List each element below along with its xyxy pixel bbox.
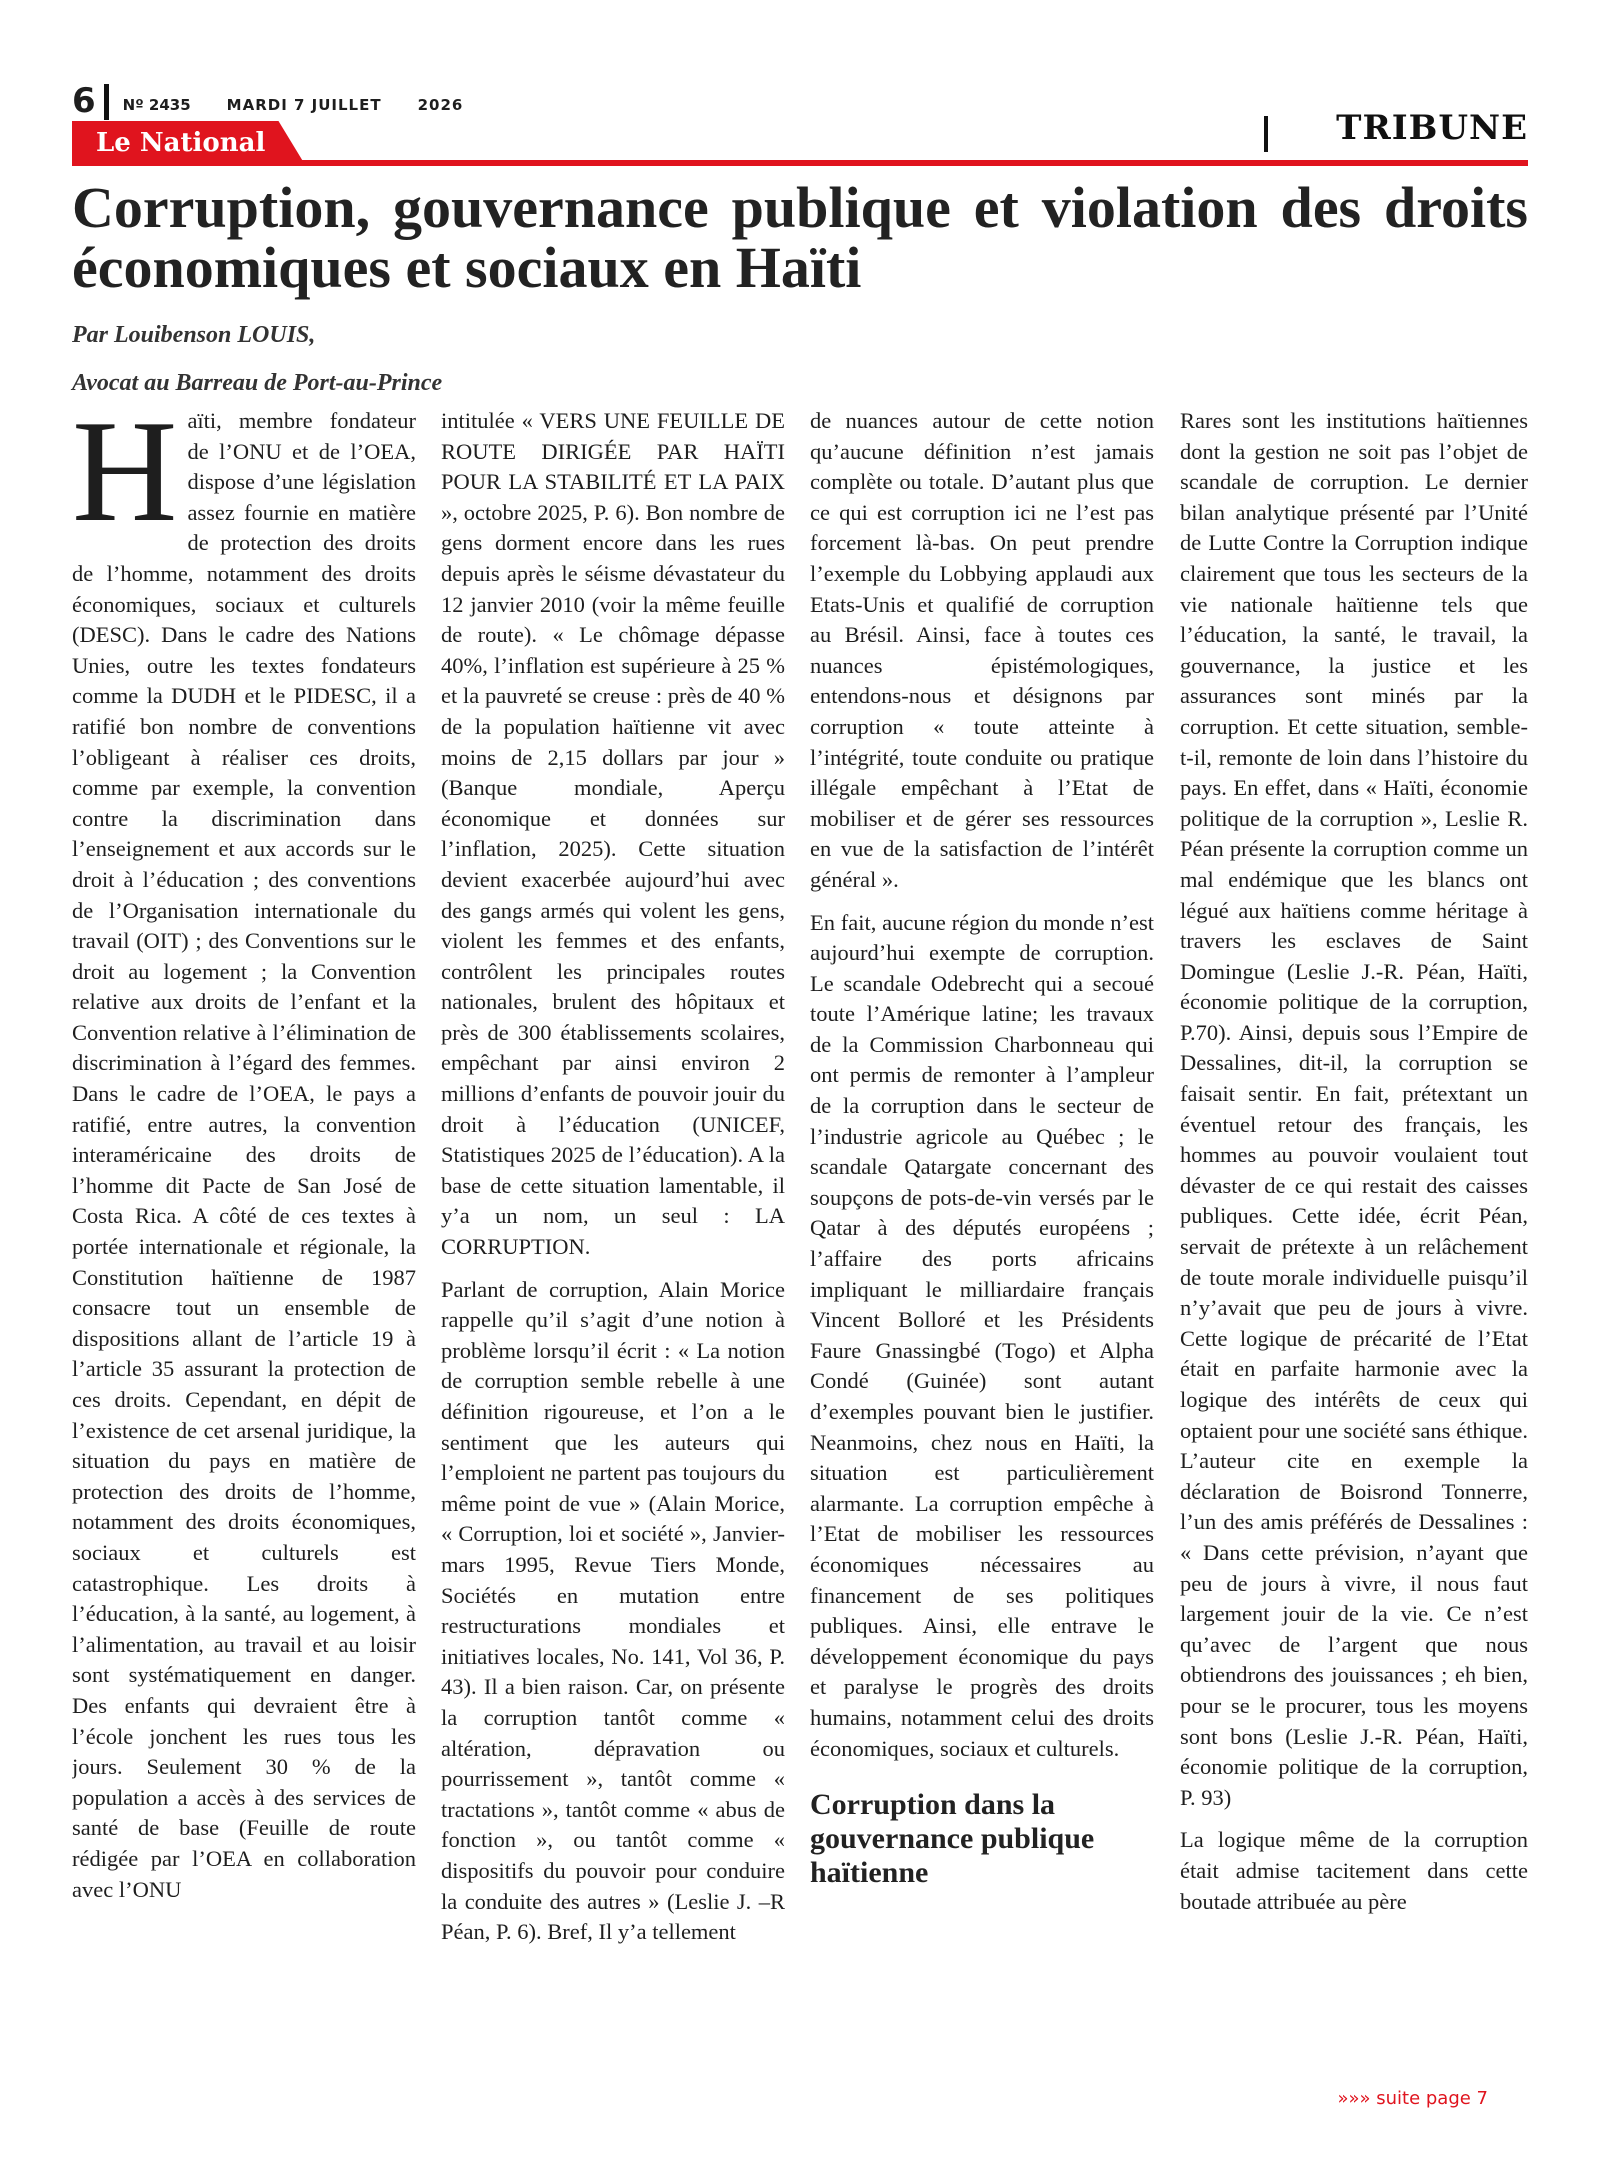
article-column-3 <box>810 406 1154 2086</box>
page-number: 6 <box>72 81 96 121</box>
article-column-2 <box>441 406 785 2086</box>
section-divider <box>1264 116 1268 152</box>
header-rule <box>72 160 1528 166</box>
author-affiliation: Avocat au Barreau de Port-au-Prince <box>72 370 443 396</box>
issue-number: Nº 2435 <box>122 96 191 114</box>
article-paragraph <box>72 406 416 1905</box>
article-paragraph: La logique même de la corruption était admise tacitement dans cette boutade attribuée au père <box>1180 1827 1528 1914</box>
page-header <box>72 72 463 120</box>
article-byline: Par Louibenson LOUIS, <box>72 322 316 348</box>
article-paragraph: En fait, aucune région du monde n’est aujourd’hui exempte de corruption. Le scandale Odebrecht qui a secoué toute l’Amérique latine; les travaux de la Commission Charbonneau qui ont permis de remonter à l’ampleur de la corruption dans le secteur de l’industrie agricole au Québec ; le scandale Qatargate concernant des soupçons de pots-de-vin versés par le Qatar à des députés européens ; l’affaire des ports africains impliquant le milliardaire français Vincent Bolloré et les Présidents Faure Gnassingbé (Togo) et Alpha Condé (Guinée) sont autant d’exemples pouvant bien le justifier. Neanmoins, chez nous en Haïti, la situation est particulièrement alarmante. La corruption empêche à l’Etat de mobiliser les ressources économiques nécessaires au financement de ses politiques publiques. Ainsi, elle entrave le développement économique du pays et paralyse le progrès des droits humains, notamment celui des droits économiques, sociaux et culturels. <box>810 909 1154 1761</box>
drop-cap: H <box>72 406 178 552</box>
newspaper-logo: Le National <box>96 128 266 158</box>
article-paragraph: de nuances autour de cette notion qu’aucune définition n’est jamais complète ou totale. D’autant plus que ce qui est corruption ici ne l’est pas forcement là-bas. On peut prendre l’exemple du Lobbying applaudi aux Etats-Unis et qualifié de corruption au Brésil. Ainsi, face à toutes ces nuances épistémologiques, entendons-nous et désignons par corruption « toute atteinte à l’intégrité, toute conduite ou pratique illégale empêchant à l’Etat de mobiliser et de gérer ses ressources en vue de la satisfaction de l’intérêt général ». <box>810 408 1154 892</box>
article-title: Corruption, gouvernance publique et violation des droits économiques et sociaux en Haïti <box>72 175 1528 300</box>
article-paragraph: intitulée « VERS UNE FEUILLE DE ROUTE DIRIGÉE PAR HAÏTI POUR LA STABILITÉ ET LA PAIX », octobre 2025, P. 6). Bon nombre de gens dorment encore dans les rues depuis après le séisme dévastateur du 12 janvier 2010 (voir la même feuille de route). « Le chômage dépasse 40%, l’inflation est supérieure à 25 % et la pauvreté se creuse : près de 40 % de la population haïtienne vit avec moins de 2,15 dollars par jour » (Banque mondiale, Aperçu économique et données sur l’inflation, 2025). Cette situation devient exacerbée aujourd’hui avec des gangs armés qui volent les gens, violent les femmes et des enfants, contrôlent les principales routes nationales, brulent des hôpitaux et près de 300 établissements scolaires, empêchant par ainsi environ 2 millions d’enfants de pouvoir jouir du droit à l’éducation (UNICEF, Statistiques 2025 de l’éducation). A la base de cette situation lamentable, il y’a un nom, un seul : LA CORRUPTION. <box>441 408 785 1260</box>
article-subheading: Corruption dans la gouvernance publique haïtienne <box>810 1788 1095 1890</box>
article-column-4 <box>1180 406 1528 2086</box>
issue-year: 2026 <box>417 96 464 114</box>
article-paragraph: Parlant de corruption, Alain Morice rappelle qu’il s’agit d’une notion à problème lorsqu’il écrit : « La notion de corruption semble rebelle à une définition rigoureuse, et l’on a le sentiment que les auteurs qui l’emploient ne partent pas toujours du même point de vue » (Alain Morice, « Corruption, loi et société », Janvier-mars 1995, Revue Tiers Monde, Sociétés en mutation entre restructurations mondiales et initiatives locales, No. 141, Vol 36, P. 43). Il a bien raison. Car, on présente la corruption tantôt comme « altération, dépravation ou pourrissement », tantôt comme « tractations », tantôt comme « abus de fonction », ou tantôt comme « dispositifs du pouvoir pour conduire la conduite des autres » (Leslie J. –R Péan, P. 6). Bref, Il y’a tellement <box>441 1276 785 1945</box>
article-column-1 <box>72 406 416 2086</box>
section-label: TRIBUNE <box>1336 108 1528 148</box>
continued-link[interactable]: »»» suite page 7 <box>1337 2088 1488 2109</box>
issue-date: MARDI 7 JUILLET <box>226 96 382 114</box>
article-paragraph: Rares sont les institutions haïtiennes dont la gestion ne soit pas l’objet de scandale de corruption. Le dernier bilan analytique présenté par l’Unité de Lutte Contre la Corruption indique clairement que tous les secteurs de la vie nationale haïtienne tels que l’éducation, la santé, le travail, la gouvernance, la justice et les assurances sont minés par la corruption. Et cette situation, semble-t-il, remonte de loin dans l’histoire du pays. En effet, dans « Haïti, économie politique de la corruption », Leslie R. Péan présente la corruption comme un mal endémique que les blancs ont légué aux haïtiens comme héritage à travers les esclaves de Saint Domingue (Leslie J.-R. Péan, Haïti, économie politique de la corruption, P.70). Ainsi, depuis sous l’Empire de Dessalines, dit-il, la corruption se faisait sentir. En fait, prétextant un éventuel retour des français, les hommes au pouvoir voulaient tout dévaster de ce qui restait des caisses publiques. Cette idée, écrit Péan, servait de prétexte à un relâchement de toute morale individuelle puisqu’il n’y’avait que peu de jours à vivre. Cette logique de précarité de l’Etat était en parfaite harmonie avec la logique des intérêts de ceux qui optaient pour une société sans éthique. L’auteur cite en exemple la déclaration de Boisrond Tonnerre, l’un des amis préférés de Dessalines : « Dans cette prévision, n’ayant que peu de jours à vivre, il nous faut largement jouir de la vie. Ce n’est qu’avec de l’argent que nous obtiendrons des jouissances ; eh bien, pour se le procurer, tous les moyens sont bons (Leslie J.-R. Péan, Haïti, économie politique de la corruption, P. 93) <box>1180 408 1528 1810</box>
header-divider <box>104 84 109 120</box>
paragraph-text: aïti, membre fondateur de l’ONU et de l’OEA, dispose d’une législation assez fournie en matière de protection des droits de l’homme, notamment des droits économiques, sociaux et culturels (DESC). Dans le cadre des Nations Unies, outre les textes fondateurs comme la DUDH et le PIDESC, il a ratifié bon nombre de conventions l’obligeant à réaliser ces droits, comme par exemple, la convention contre la discrimination dans l’enseignement et aux accords sur le droit à l’éducation ; des conventions de l’Organisation internationale du travail (OIT) ; des Conventions sur le droit au logement ; la Convention relative aux droits de l’enfant et la Convention relative à l’élimination de discrimination à l’égard des femmes. Dans le cadre de l’OEA, le pays a ratifié, entre autres, la convention interaméricaine des droits de l’homme dit Pacte de San José de Costa Rica. A côté de ces textes à portée internationale et régionale, la Constitution haïtienne de 1987 consacre tout un ensemble de dispositions allant de l’article 19 à l’article 35 assurant la protection de ces droits. Cependant, en dépit de l’existence de cet arsenal juridique, la situation du pays en matière de protection des droits de l’homme, notamment des droits économiques, sociaux et culturels est catastrophique. Les droits à l’éducation, à la santé, au logement, à l’alimentation, au travail et au loisir sont systématiquement en danger. Des enfants qui devraient être à l’école jonchent les rues tous les jours. Seulement 30 % de la population a accès à des services de santé de base (Feuille de route rédigée par l’OEA en collaboration avec l’ONU <box>72 408 416 1902</box>
